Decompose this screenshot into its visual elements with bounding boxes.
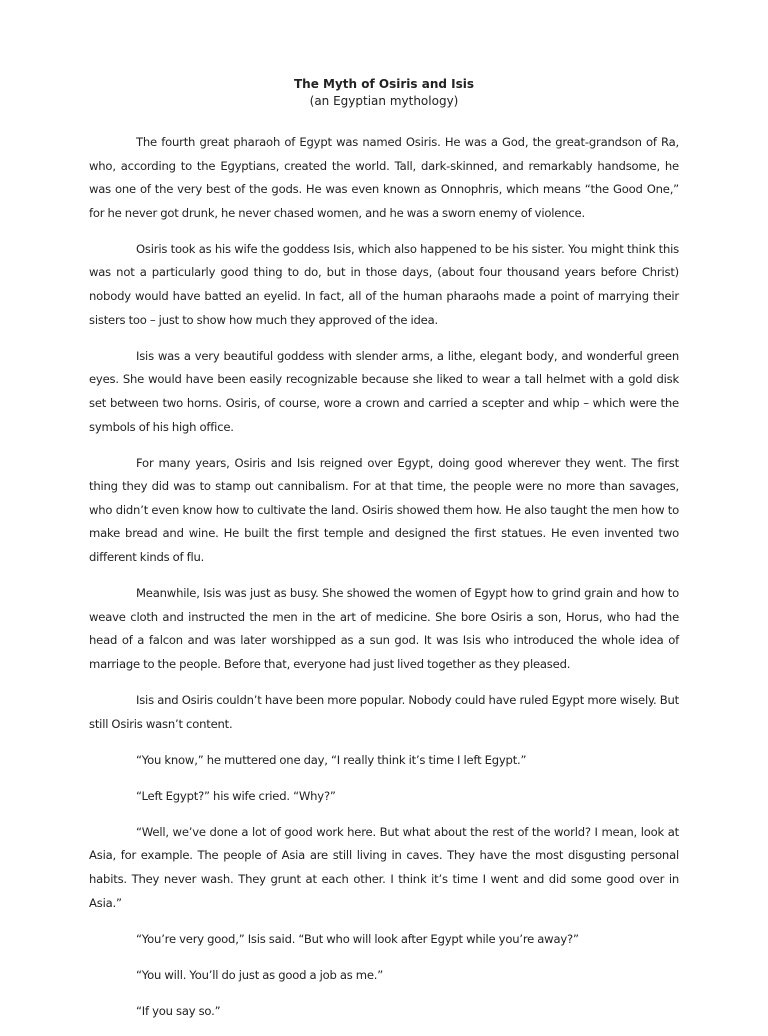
document-title: The Myth of Osiris and Isis	[294, 77, 474, 91]
dialogue-line: “Left Egypt?” his wife cried. “Why?”	[136, 788, 336, 803]
paragraph-osiris-marries-isis: Osiris took as his wife the goddess Isis, which also happened to be his sister. You might think this was not a particularly good thing to do, but in those days, (about four thousand years before Christ) nobody would have batted an eyelid. In fact, all of the human pharaohs made a point of marrying their sisters too – just to show how much they approved of the idea.	[89, 241, 679, 327]
paragraph-osiris-not-content: Isis and Osiris couldn’t have been more popular. Nobody could have ruled Egypt more wisely. But still Osiris wasn’t content.	[89, 692, 679, 731]
dialogue-line: “You know,” he muttered one day, “I really think it’s time I left Egypt.”	[136, 752, 527, 767]
paragraph-reign-over-egypt: For many years, Osiris and Isis reigned over Egypt, doing good wherever they went. The first thing they did was to stamp out cannibalism. For at that time, the people were no more than savages, who didn’t even know how to cultivate the land. Osiris showed them how. He also taught the men how to make bread and wine. He built the first temple and designed the first statues. He even invented two different kinds of flu.	[89, 455, 679, 564]
paragraph-osiris-intro: The fourth great pharaoh of Egypt was named Osiris. He was a God, the great-grandson of Ra, who, according to the Egyptians, created the world. Tall, dark-skinned, and remarkably handsome, he was one of the very best of the gods. He was even known as Onnophris, which means “the Good One,” for he never got drunk, he never chased women, and he was a sworn enemy of violence.	[89, 135, 679, 220]
document-page	[89, 76, 679, 1036]
paragraph-isis-description: Isis was a very beautiful goddess with slender arms, a lithe, elegant body, and wonderful green eyes. She would have been easily recognizable because she liked to wear a tall helmet with a gold disk set between two horns. Osiris, of course, wore a crown and carried a scepter and whip – which were the symbols of his high office.	[89, 348, 679, 434]
dialogue-line: “You’re very good,” Isis said. “But who will look after Egypt while you’re away?”	[136, 931, 579, 946]
dialogue-line: “If you say so.”	[136, 1003, 221, 1018]
dialogue-line: “You will. You’ll do just as good a job as me.”	[136, 967, 384, 982]
document-subtitle: (an Egyptian mythology)	[309, 94, 459, 108]
paragraph-isis-busy: Meanwhile, Isis was just as busy. She showed the women of Egypt how to grind grain and how to weave cloth and instructed the men in the art of medicine. She bore Osiris a son, Horus, who had the head of a falcon and was later worshipped as a sun god. It was Isis who introduced the whole idea of marriage to the people. Before that, everyone had just lived together as they pleased.	[89, 586, 679, 671]
dialogue-line: “Well, we’ve done a lot of good work here. But what about the rest of the world? I mean, look at Asia, for example. The people of Asia are still living in caves. They have the most disgusting personal habits. They never wash. They grunt at each other. I think it’s time I went and did some good over in Asia.”	[89, 824, 679, 910]
